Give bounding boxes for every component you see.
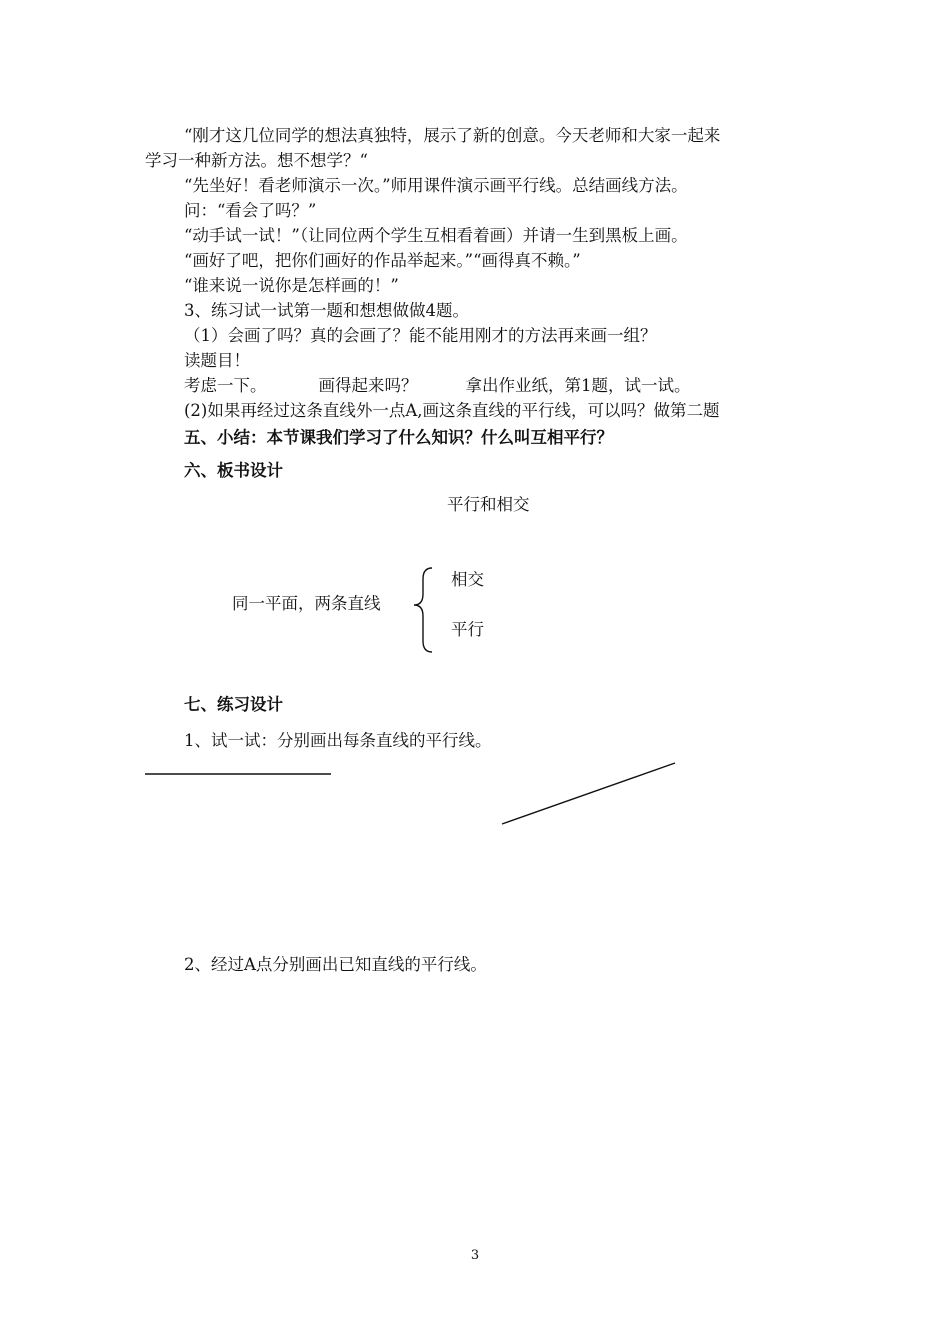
board-branch-bottom: 平行 [451,620,484,639]
section-summary-heading: 五、小结：本节课我们学习了什么知识？什么叫互相平行？ [184,428,613,447]
paragraph-7: 3、练习试一试第一题和想想做做4题。 [184,301,469,320]
paragraph-6: “谁来说一说你是怎样画的！” [184,276,399,295]
board-title: 平行和相交 [447,495,530,514]
paragraph-3: 问：“看会了吗？” [184,201,317,220]
exercise-2: 2、经过A点分别画出已知直线的平行线。 [184,955,487,974]
section-exercise-heading: 七、练习设计 [184,695,283,714]
exercise-slanted-line [502,763,675,824]
paragraph-10-part-3: 拿出作业纸，第1题，试一试。 [465,376,691,395]
page-number: 3 [470,1248,480,1263]
board-branch-top: 相交 [451,570,484,589]
paragraph-1-line-1: “刚才这几位同学的想法真独特，展示了新的创意。今天老师和大家一起来 [184,126,721,145]
board-stem-label: 同一平面，两条直线 [232,594,381,613]
paragraph-9: 读题目！ [184,351,250,370]
paragraph-10-part-2: 画得起来吗？ [318,376,418,395]
paragraph-10-part-1: 考虑一下。 [184,376,267,395]
exercise-1: 1、试一试：分别画出每条直线的平行线。 [184,731,492,750]
paragraph-4: “动手试一试！”（让同位两个学生互相看着画）并请一生到黑板上画。 [184,226,688,245]
paragraph-2: “先坐好！看老师演示一次。”师用课件演示画平行线。总结画线方法。 [184,176,688,195]
paragraph-1-line-2: 学习一种新方法。想不想学？“ [145,151,368,170]
paragraph-8: （1）会画了吗？真的会画了？能不能用刚才的方法再来画一组？ [184,326,657,345]
paragraph-11: (2)如果再经过这条直线外一点A,画这条直线的平行线，可以吗？做第二题 [184,401,720,420]
brace-icon [414,568,432,652]
section-board-heading: 六、板书设计 [184,461,283,480]
paragraph-5: “画好了吧，把你们画好的作品举起来。”“画得真不赖。” [184,251,581,270]
